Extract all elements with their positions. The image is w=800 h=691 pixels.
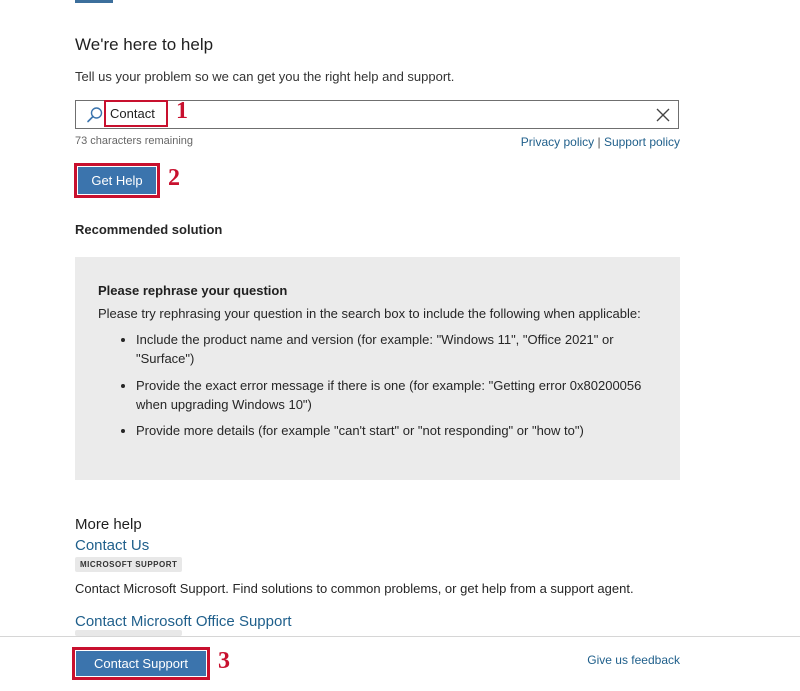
top-accent-bar (75, 0, 113, 3)
solution-intro: Please try rephrasing your question in the search box to include the following when applicable: (98, 306, 641, 321)
contact-support-button[interactable] (72, 647, 210, 680)
close-icon[interactable] (656, 108, 670, 122)
get-help-button[interactable] (74, 163, 160, 198)
contact-support-label: Contact Support (75, 650, 207, 677)
search-box[interactable] (75, 100, 679, 129)
annotation-marker-2: 2 (168, 165, 180, 191)
microsoft-support-badge: MICROSOFT SUPPORT (75, 557, 182, 572)
solution-list (98, 331, 657, 441)
more-help-heading: More help (75, 516, 142, 533)
list-item: • Provide more details (for example "can't start" or "not responding" or "how to") (136, 422, 657, 441)
annotation-marker-1: 1 (176, 98, 188, 124)
search-input[interactable] (106, 102, 168, 125)
contact-us-description: Contact Microsoft Support. Find solutions to common problems, or get help from a support agent. (75, 581, 634, 596)
page-subtitle: Tell us your problem so we can get you the right help and support. (75, 69, 455, 84)
solution-title: Please rephrase your question (98, 283, 288, 298)
characters-remaining: 73 characters remaining (75, 135, 194, 147)
annotation-marker-3: 3 (218, 648, 230, 674)
footer-bar (0, 636, 800, 691)
get-help-label: Get Help (77, 166, 157, 195)
recommended-solution-panel (75, 257, 680, 480)
give-feedback-link[interactable]: Give us feedback (587, 653, 680, 667)
policy-separator: | (594, 135, 604, 149)
contact-us-link[interactable]: Contact Us (75, 537, 150, 554)
list-item: • Provide the exact error message if there is one (for example: "Getting error 0x80200056 when upgrading Windows 10") (136, 377, 657, 415)
privacy-policy-link[interactable]: Privacy policy (520, 135, 595, 149)
recommended-solution-heading: Recommended solution (75, 222, 223, 237)
contact-office-support-link[interactable]: Contact Microsoft Office Support (75, 613, 292, 630)
page-title: We're here to help (75, 35, 214, 54)
support-policy-link[interactable]: Support policy (603, 135, 680, 149)
search-icon (86, 106, 104, 124)
search-input-highlight (104, 100, 168, 127)
policy-links (521, 135, 680, 149)
list-item: • Include the product name and version (for example: "Windows 11", "Office 2021" or "Surface") (136, 331, 657, 369)
